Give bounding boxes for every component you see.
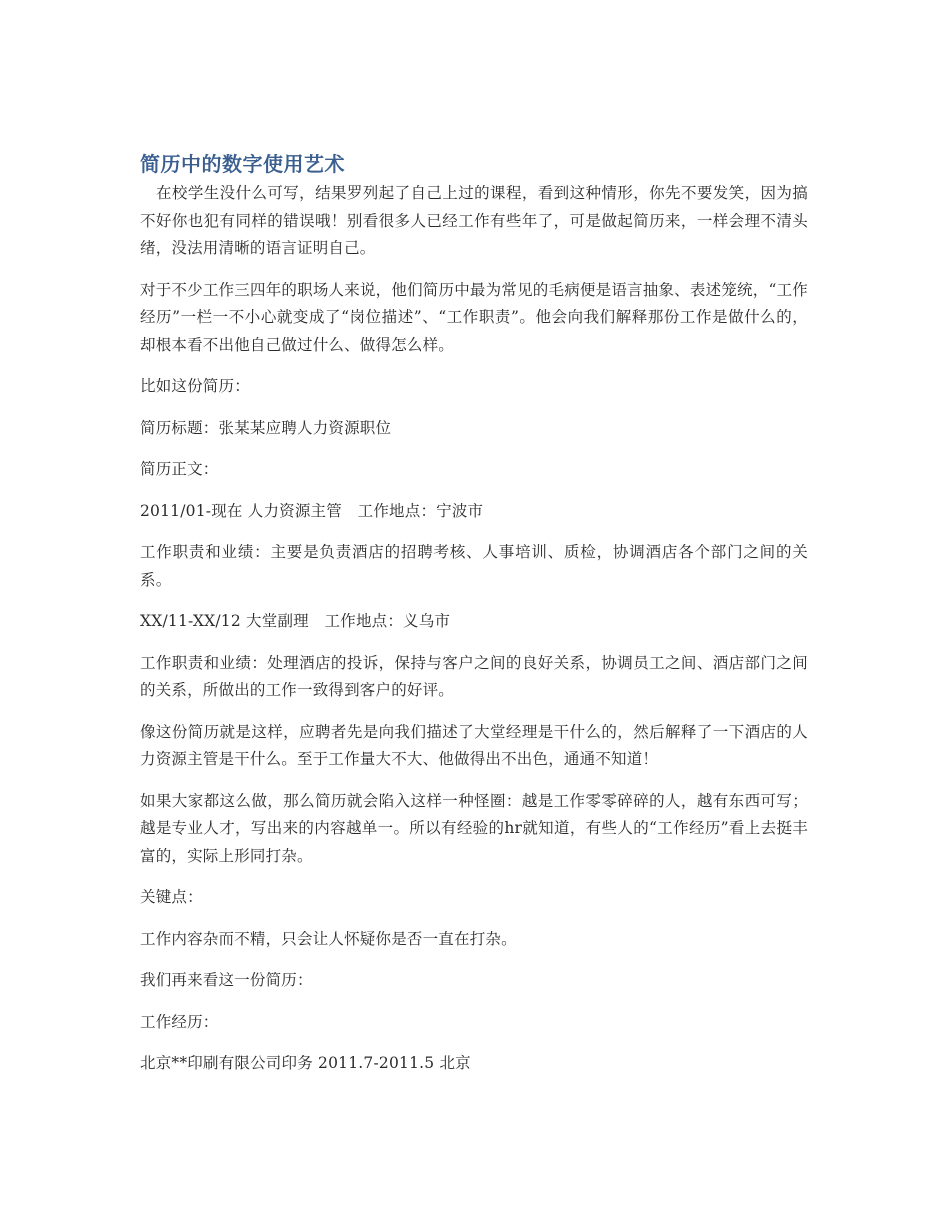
paragraph-job-entry-2: XX/11-XX/12 大堂副理 工作地点：义乌市 bbox=[140, 612, 451, 630]
paragraph-work-experience-label: 工作经历： bbox=[140, 1012, 219, 1031]
paragraph-job-duties-2: 工作职责和业绩：处理酒店的投诉，保持与客户之间的良好关系，协调员工之间、酒店部门之间的关系，所做出的工作一致得到客户的好评。 bbox=[140, 653, 808, 699]
paragraph-common-mistake: 对于不少工作三四年的职场人来说，他们简历中最为常见的毛病便是语言抽象、表述笼统，“工作经历”一栏一不小心就变成了“岗位描述”、“工作职责”。他会向我们解释那份工作是做什么的，却根本看不出他自己做过什么、做得怎么样。 bbox=[140, 280, 808, 354]
paragraph-example-lead: 比如这份简历： bbox=[140, 377, 250, 395]
document-page bbox=[140, 150, 808, 1092]
paragraph-key-point: 工作内容杂而不精，只会让人怀疑你是否一直在打杂。 bbox=[140, 929, 517, 948]
paragraph-analysis: 像这份简历就是这样，应聘者先是向我们描述了大堂经理是干什么的，然后解释了一下酒店的人力资源主管是干什么。至于工作量大不大、他做得出不出色，通通不知道！ bbox=[140, 722, 808, 768]
paragraph-job-entry-1: 2011/01-现在 人力资源主管 工作地点：宁波市 bbox=[140, 501, 484, 520]
document-title: 简历中的数字使用艺术 bbox=[140, 152, 345, 176]
paragraph-intro: 在校学生没什么可写，结果罗列起了自己上过的课程，看到这种情形，你先不要发笑，因为搞不好你也犯有同样的错误哦！别看很多人已经工作有些年了，可是做起简历来，一样会理不清头绪，没法用清晰的语言证明自己。 bbox=[140, 184, 808, 257]
paragraph-key-point-label: 关键点： bbox=[140, 888, 203, 906]
paragraph-work-entry: 北京**印刷有限公司印务 2011.7-2011.5 北京 bbox=[140, 1054, 471, 1072]
paragraph-resume-body-label: 简历正文： bbox=[140, 460, 219, 478]
paragraph-second-example-lead: 我们再来看这一份简历： bbox=[140, 971, 313, 989]
paragraph-resume-title: 简历标题：张某某应聘人力资源职位 bbox=[140, 418, 392, 437]
paragraph-vicious-circle: 如果大家都这么做，那么简历就会陷入这样一种怪圈：越是工作零零碎碎的人，越有东西可写；越是专业人才，写出来的内容越单一。所以有经验的hr就知道，有些人的“工作经历”看上去挺丰富的，实际上形同打杂。 bbox=[140, 791, 808, 865]
paragraph-job-duties-1: 工作职责和业绩：主要是负责酒店的招聘考核、人事培训、质检，协调酒店各个部门之间的关系。 bbox=[140, 543, 808, 589]
